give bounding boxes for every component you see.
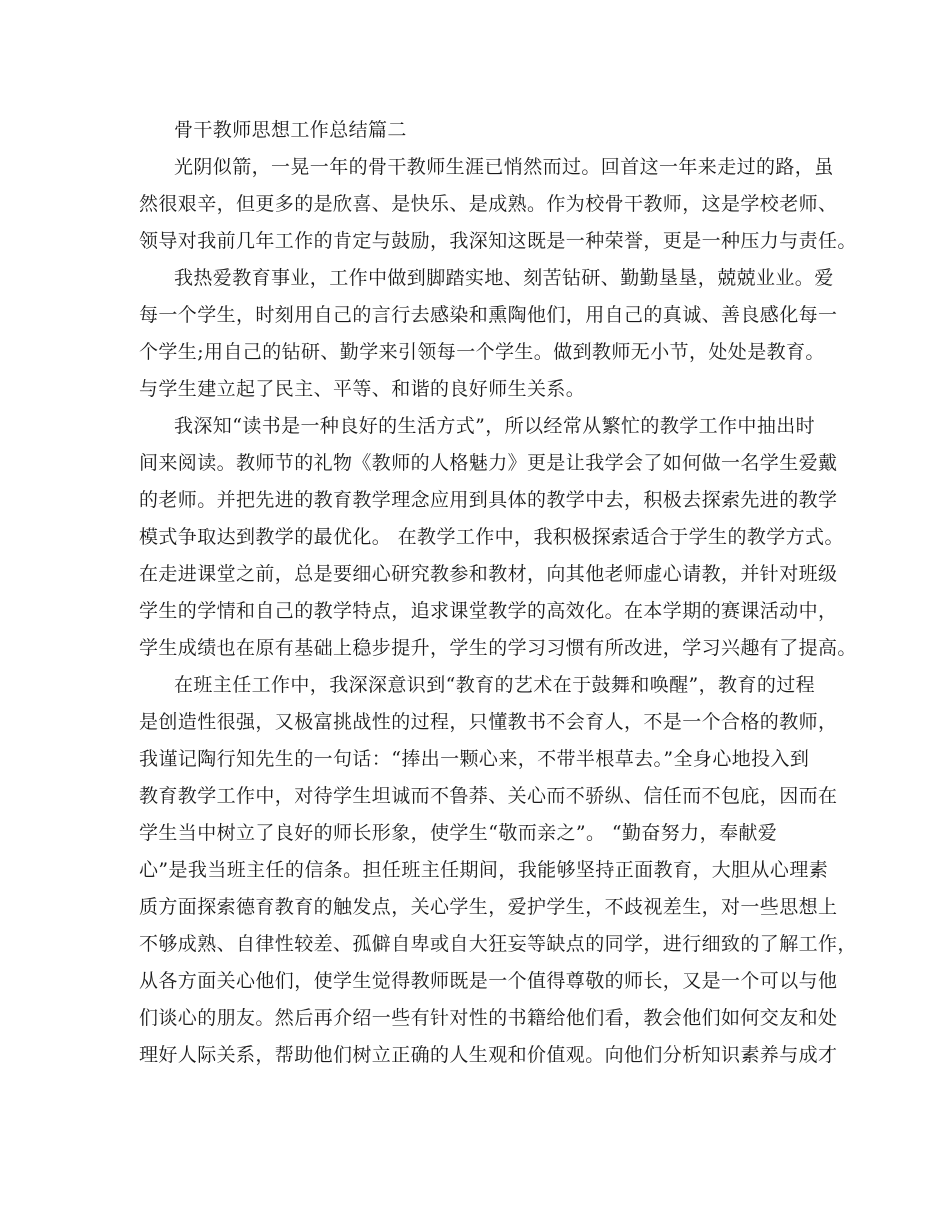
paragraph-line: 从各方面关心他们，使学生觉得教师既是一个值得尊敬的师长，又是一个可以与他 [139,970,838,992]
paragraph-line: 质方面探索德育教育的触发点，关心学生，爱护学生，不歧视差生，对一些思想上 [139,896,838,918]
paragraph-line: 在班主任工作中，我深深意识到“教育的艺术在于鼓舞和唤醒”，教育的过程 [174,674,816,696]
paragraph-line: 我深知“读书是一种良好的生活方式”，所以经常从繁忙的教学工作中抽出时 [174,415,816,437]
paragraph-line: 理好人际关系，帮助他们树立正确的人生观和价值观。向他们分析知识素养与成才 [139,1044,838,1066]
paragraph-line: 在走进课堂之前，总是要细心研究教参和教材，向其他老师虚心请教，并针对班级 [139,563,838,585]
paragraph-line: 与学生建立起了民主、平等、和谐的良好师生关系。 [139,378,586,400]
paragraph-line: 不够成熟、自律性较差、孤僻自卑或自大狂妄等缺点的同学，进行细致的了解工作， [139,933,857,955]
paragraph-line: 学生当中树立了良好的师长形象，使学生“敬而亲之”。 “勤奋努力，奉献爱 [139,822,778,844]
paragraph-line: 光阴似箭，一晃一年的骨干教师生涯已悄然而过。回首这一年来走过的路，虽 [174,156,834,178]
paragraph-line: 领导对我前几年工作的肯定与鼓励，我深知这既是一种荣誉，更是一种压力与责任。 [139,230,857,252]
document-title: 骨干教师思想工作总结篇二 [174,119,407,141]
paragraph-line: 间来阅读。教师节的礼物《教师的人格魅力》更是让我学会了如何做一名学生爱戴 [139,452,838,474]
paragraph-line: 的老师。并把先进的教育教学理念应用到具体的教学中去，积极去探索先进的教学 [139,489,838,511]
paragraph-line: 模式争取达到教学的最优化。 在教学工作中，我积极探索适合于学生的教学方式。 [139,526,844,548]
paragraph-line: 学生的学情和自己的教学特点，追求课堂教学的高效化。在本学期的赛课活动中， [139,600,838,622]
paragraph-line: 然很艰辛，但更多的是欣喜、是快乐、是成熟。作为校骨干教师，这是学校老师、 [139,193,838,215]
paragraph-line: 每一个学生，时刻用自己的言行去感染和熏陶他们，用自己的真诚、善良感化每一 [139,304,838,326]
paragraph-line: 心”是我当班主任的信条。担任班主任期间，我能够坚持正面教育，大胆从心理素 [139,859,829,881]
paragraph-line: 是创造性很强，又极富挑战性的过程，只懂教书不会育人，不是一个合格的教师， [139,711,838,733]
paragraph-line: 我谨记陶行知先生的一句话：“捧出一颗心来，不带半根草去。”全身心地投入到 [139,748,810,770]
paragraph-line: 们谈心的朋友。然后再介绍一些有针对性的书籍给他们看，教会他们如何交友和处 [139,1007,838,1029]
paragraph-line: 教育教学工作中，对待学生坦诚而不鲁莽、关心而不骄纵、信任而不包庇，因而在 [139,785,838,807]
paragraph-line: 学生成绩也在原有基础上稳步提升，学生的学习习惯有所改进，学习兴趣有了提高。 [139,637,857,659]
paragraph-line: 我热爱教育事业，工作中做到脚踏实地、刻苦钻研、勤勤垦垦，兢兢业业。爱 [174,267,834,289]
paragraph-line: 个学生;用自己的钻研、勤学来引领每一个学生。做到教师无小节，处处是教育。 [139,341,825,363]
